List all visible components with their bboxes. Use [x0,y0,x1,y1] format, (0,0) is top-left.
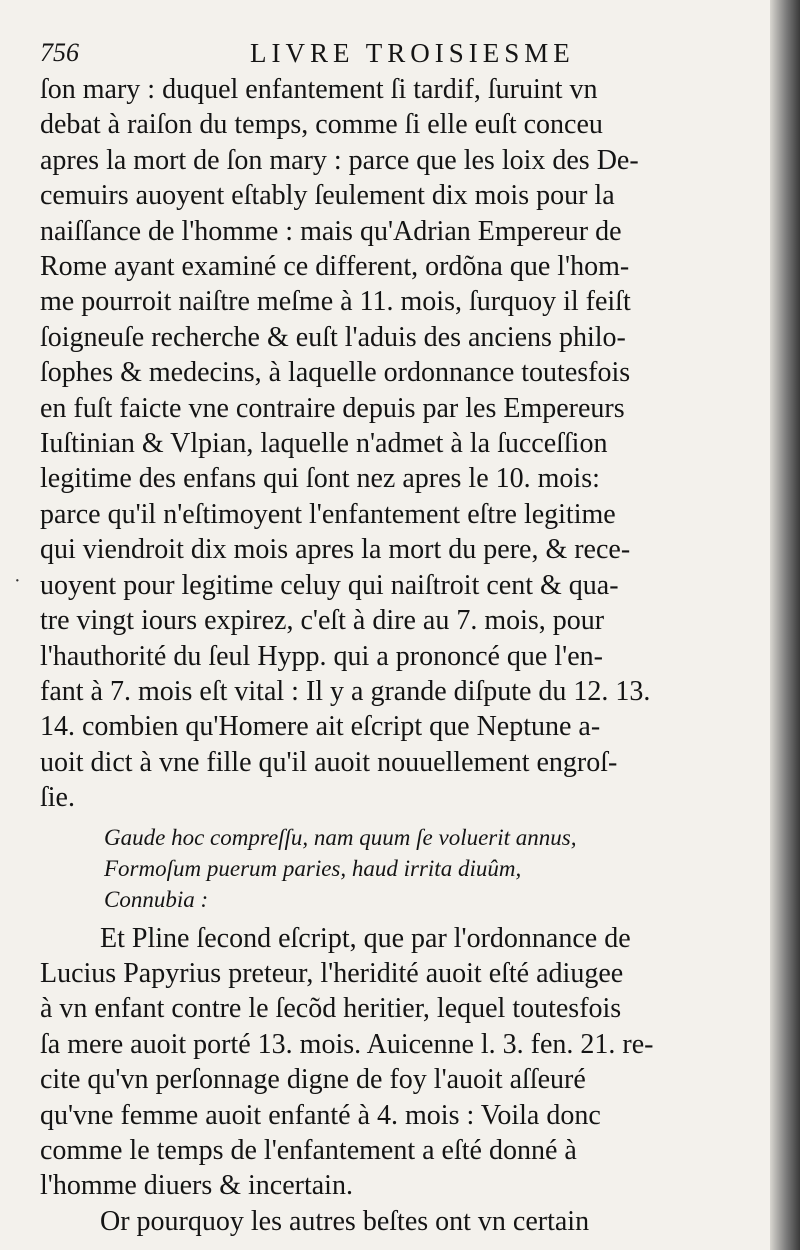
text-line: qui viendroit dix mois apres la mort du pere, & rece- [40,534,631,566]
paragraph-1 [40,72,762,816]
text-line: debat à raiſon du temps, comme ſi elle euſt conceu [40,109,603,141]
text-line: Et Pline ſecond eſcript, que par l'ordonnance de [100,922,631,954]
page-number: 756 [40,38,79,67]
text-line: qu'vne femme auoit enfanté à 4. mois : Voila donc [40,1099,601,1131]
text-line: Or pourquoy les autres beſtes ont vn certain [100,1205,590,1237]
text-line: tre vingt iours expirez, c'eſt à dire au 7. mois, pour [40,605,605,637]
verse-line: Gaude hoc compreſſu, nam quum ſe voluerit annus, [104,824,577,850]
margin-mark: · [14,570,21,592]
text-line: ſophes & medecins, à laquelle ordonnance toutesfois [40,357,631,389]
text-line: 14. combien qu'Homere ait eſcript que Neptune a- [40,711,601,743]
text-line: naiſſance de l'homme : mais qu'Adrian Empereur de [40,215,622,247]
text-line: uoyent pour legitime celuy qui naiſtroit cent & qua- [40,569,619,601]
running-head: LIVRE TROISIESME [250,38,575,68]
text-line: Rome ayant examiné ce different, ordõna que l'hom- [40,251,630,283]
latin-verse [40,822,762,915]
text-line: legitime des enfans qui ſont nez apres le 10. mois: [40,463,600,495]
paragraph-2 [40,921,762,1204]
text-line: uoit dict à vne fille qu'il auoit nouuellement engroſ- [40,746,618,778]
text-line: Iuſtinian & Vlpian, laquelle n'admet à la ſucceſſion [40,428,608,460]
text-line: Lucius Papyrius preteur, l'heridité auoit eſté adiugee [40,957,624,989]
text-line: ſoigneuſe recherche & euſt l'aduis des anciens philo- [40,321,626,353]
text-line: ſon mary : duquel enfantement ſi tardif, ſuruint vn [40,74,598,105]
text-line: à vn enfant contre le ſecõd heritier, lequel toutesfois [40,993,622,1025]
page-body [40,72,762,1239]
text-line: fant à 7. mois eſt vital : Il y a grande diſpute du 12. 13. [40,675,651,707]
text-line: cite qu'vn perſonnage digne de foy l'auoit aſſeuré [40,1064,586,1096]
verse-line: Connubia : [104,886,209,912]
text-line: l'homme diuers & incertain. [40,1170,353,1202]
text-line: ſa mere auoit porté 13. mois. Auicenne l. 3. fen. 21. re- [40,1028,654,1060]
text-line: comme le temps de l'enfantement a eſté donné à [40,1134,577,1166]
verse-line: Formoſum puerum paries, haud irrita diuûm, [104,855,522,881]
text-line: l'hauthorité du ſeul Hypp. qui a prononcé que l'en- [40,640,603,672]
text-line: parce qu'il n'eſtimoyent l'enfantement eſtre legitime [40,498,616,530]
text-line: cemuirs auoyent eſtably ſeulement dix mois pour la [40,180,615,212]
page-gutter-shadow [770,0,800,1250]
text-line: en fuſt faicte vne contraire depuis par les Empereurs [40,392,625,424]
text-line: ſie. [40,782,75,814]
text-line: apres la mort de ſon mary : parce que les loix des De- [40,144,639,176]
paragraph-3 [40,1204,762,1239]
text-line: me pourroit naiſtre meſme à 11. mois, ſurquoy il feiſt [40,286,631,318]
